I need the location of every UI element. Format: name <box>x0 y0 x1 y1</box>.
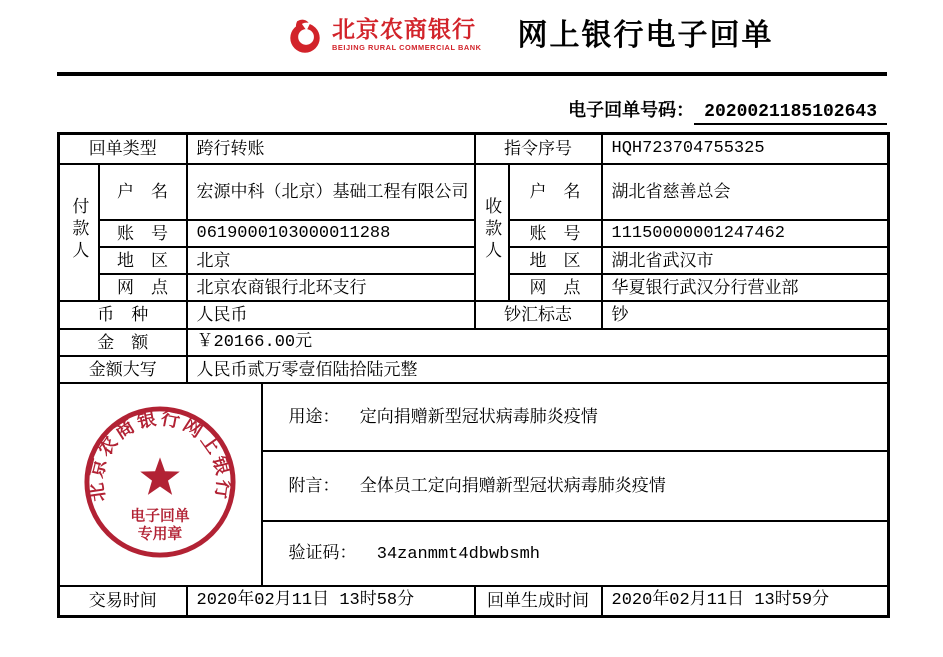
payee-account-value: 11150000001247462 <box>602 220 889 247</box>
payee-branch-label: 网 点 <box>509 274 602 301</box>
payee-name-value: 湖北省慈善总会 <box>602 164 889 220</box>
receipt-number-value: 2020021185102643 <box>694 102 887 125</box>
star-icon <box>141 457 181 495</box>
bank-logo <box>284 16 482 65</box>
bank-name-en: BEIJING RURAL COMMERCIAL BANK <box>332 43 482 53</box>
payee-region-value: 湖北省武汉市 <box>602 247 889 274</box>
payer-region-value: 北京 <box>187 247 475 274</box>
bank-name-cn: 北京农商银行 <box>332 16 476 42</box>
generate-time-value: 2020年02月11日 13时59分 <box>602 586 889 616</box>
payee-account-label: 账 号 <box>509 220 602 247</box>
amount-words-value: 人民币贰万零壹佰陆拾陆元整 <box>187 356 889 383</box>
amount-words-label: 金额大写 <box>59 356 187 383</box>
payer-branch-value: 北京农商银行北环支行 <box>187 274 475 301</box>
payer-account-label: 账 号 <box>99 220 187 247</box>
table-row <box>59 383 889 451</box>
svg-text:北京农商银行网上银行 <box>85 406 237 503</box>
receipt-number-label: 电子回单号码： <box>568 100 695 120</box>
bank-seal-cell <box>59 383 262 586</box>
seal-line1: 电子回单 <box>130 508 190 525</box>
payee-group-label: 收款人 <box>475 164 509 302</box>
remark-label: 附言： <box>288 476 340 496</box>
receipt-number-line <box>57 96 887 122</box>
table-row <box>59 301 889 328</box>
payee-region-label: 地 区 <box>509 247 602 274</box>
bank-logo-icon <box>284 16 326 65</box>
receipt-type-label: 回单类型 <box>59 134 187 164</box>
header-divider <box>57 72 887 76</box>
amount-label: 金 额 <box>59 329 187 356</box>
table-row <box>59 164 889 220</box>
currency-label: 币 种 <box>59 301 187 328</box>
page-header <box>0 0 943 65</box>
verify-code-cell <box>262 521 889 586</box>
cash-flag-label: 钞汇标志 <box>475 301 602 328</box>
payer-name-value: 宏源中科（北京）基础工程有限公司 <box>187 164 475 220</box>
payer-account-value: 0619000103000011288 <box>187 220 475 247</box>
currency-value: 人民币 <box>187 301 475 328</box>
receipt-type-value: 跨行转账 <box>187 134 475 164</box>
table-row <box>59 586 889 616</box>
remark-value: 全体员工定向捐赠新型冠状病毒肺炎疫情 <box>359 476 666 496</box>
verify-code-value: 34zanmmt4dbwbsmh <box>376 544 540 564</box>
generate-time-label: 回单生成时间 <box>475 586 602 616</box>
payee-name-label: 户 名 <box>509 164 602 220</box>
payer-branch-label: 网 点 <box>99 274 187 301</box>
table-row <box>59 274 889 301</box>
trade-time-label: 交易时间 <box>59 586 187 616</box>
payer-region-label: 地 区 <box>99 247 187 274</box>
trade-time-value: 2020年02月11日 13时58分 <box>187 586 475 616</box>
bank-seal <box>81 403 239 566</box>
table-row <box>59 134 889 164</box>
bank-logo-text <box>332 16 482 52</box>
table-row <box>59 247 889 274</box>
cash-flag-value: 钞 <box>602 301 889 328</box>
page-title: 网上银行电子回单 <box>517 19 774 52</box>
purpose-value: 定向捐赠新型冠状病毒肺炎疫情 <box>359 407 598 427</box>
verify-code-label: 验证码： <box>288 542 357 562</box>
instruction-no-value: HQH723704755325 <box>602 134 889 164</box>
seal-line2: 专用章 <box>138 526 183 543</box>
payer-name-label: 户 名 <box>99 164 187 220</box>
payee-branch-value: 华夏银行武汉分行营业部 <box>602 274 889 301</box>
receipt-table <box>57 132 890 618</box>
payer-group-label: 付款人 <box>59 164 99 302</box>
amount-value: ￥20166.00元 <box>187 329 889 356</box>
remark-cell <box>262 451 889 521</box>
instruction-no-label: 指令序号 <box>475 134 602 164</box>
table-row <box>59 220 889 247</box>
seal-arc-text: 北京农商银行网上银行 <box>86 407 235 503</box>
purpose-label: 用途： <box>288 407 340 427</box>
purpose-cell <box>262 383 889 451</box>
table-row <box>59 329 889 356</box>
table-row <box>59 356 889 383</box>
